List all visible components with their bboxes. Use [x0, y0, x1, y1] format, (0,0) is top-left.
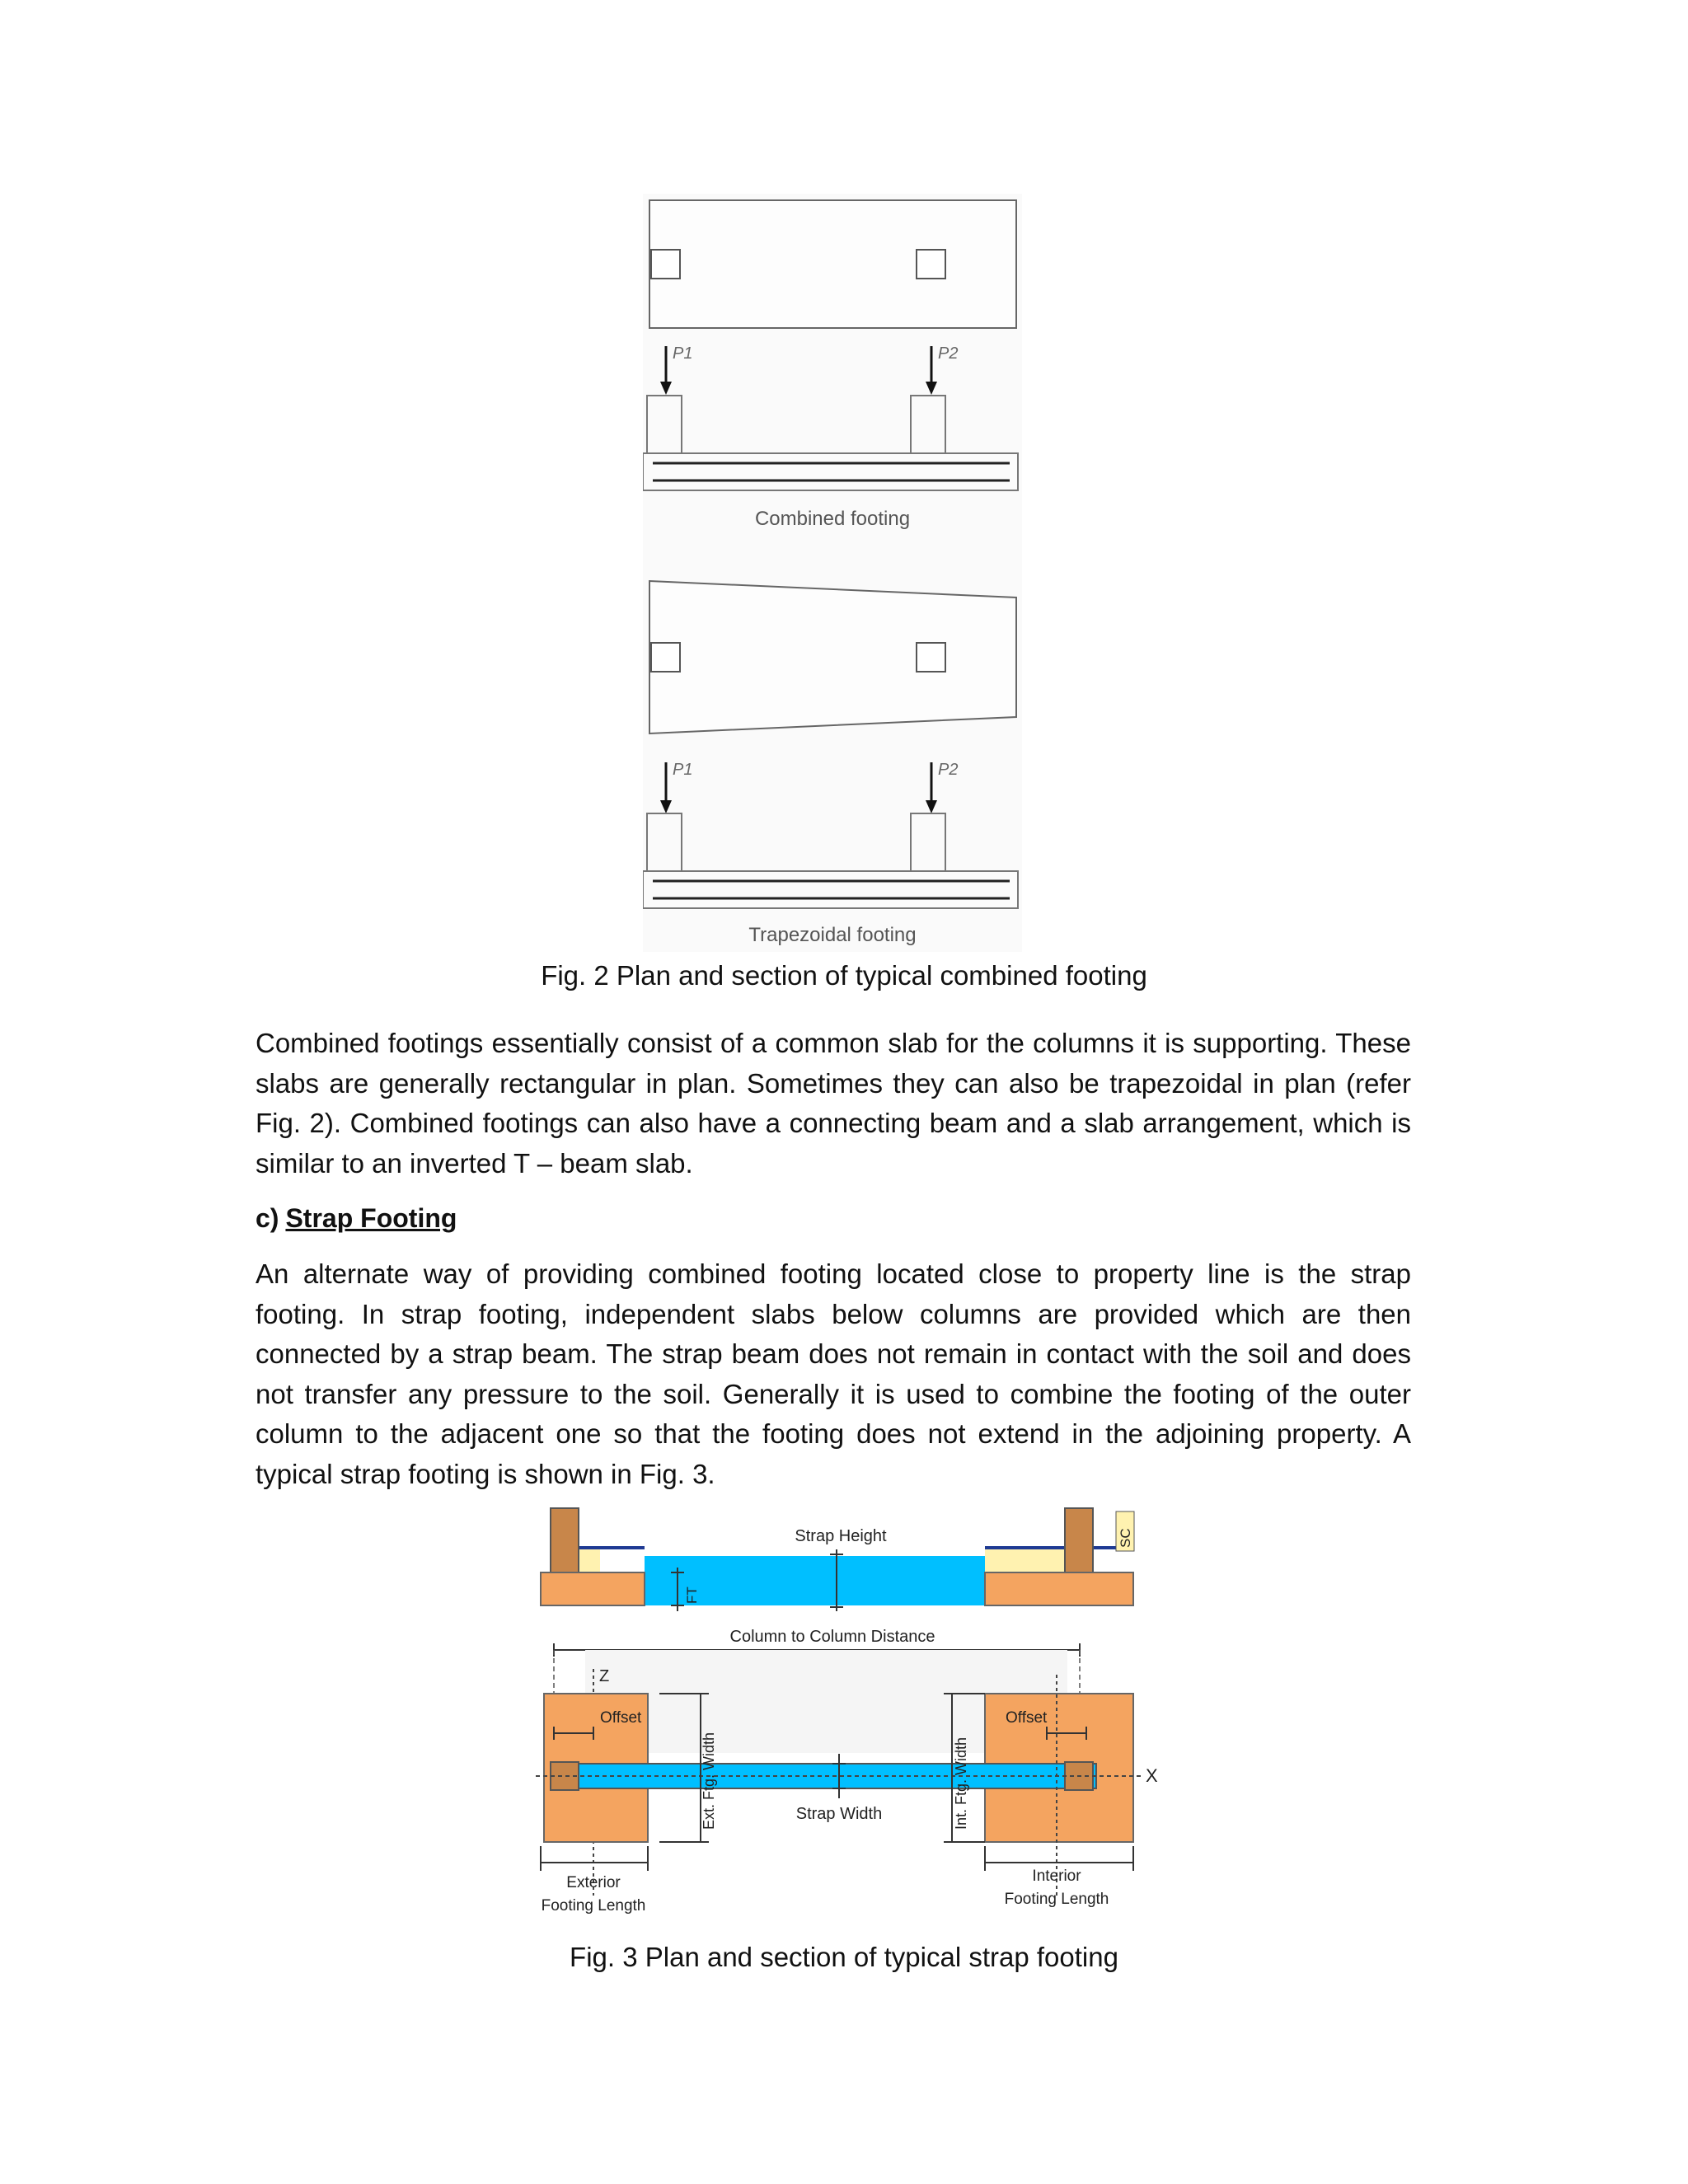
paragraph-combined-footings: Combined footings essentially consist of a common slab for the columns it is supporting. These slabs are generally rectangular in plan. Sometimes they can also be trapezoidal in plan (refer Fig. 2). Combined footings can also have a connecting beam and a slab arrangement, which is similar to an inverted T – beam slab. [256, 1028, 1411, 1179]
offset-right-label: Offset [1006, 1709, 1048, 1727]
interior-footing-length-label: Footing Length [1004, 1891, 1109, 1908]
paragraph-strap-footing: An alternate way of providing combined footing located close to property line is the strap footing. In strap footing, independent slabs below columns are provided which are then connected by a strap beam. The strap beam does not remain in contact with the soil and does not transfer any pressure to the soil. Generally it is used to combine the footing of the outer column to the adjacent one so that the footing does not extend in the adjoining property. A typical strap footing is shown in Fig. 3. [256, 1258, 1411, 1489]
z-axis-label: Z [599, 1667, 610, 1685]
load-label-right-1: P2 [938, 344, 959, 363]
interior-column-section [1065, 1508, 1093, 1572]
int-footing-width-label: Int. Ftg. Width [953, 1736, 969, 1830]
exterior-column-section [551, 1508, 579, 1572]
exterior-label: Exterior [566, 1874, 621, 1891]
exterior-footing-length-label: Footing Length [541, 1897, 646, 1915]
column-distance-label: Column to Column Distance [729, 1628, 935, 1646]
section-heading-title: Strap Footing [285, 1203, 457, 1233]
section-heading-strap-footing [256, 1203, 457, 1234]
offset-left-label: Offset [600, 1709, 642, 1727]
figure-2-caption: Fig. 2 Plan and section of typical combined footing [541, 960, 1147, 991]
ft-label: FT [684, 1586, 700, 1604]
column-right-plan [917, 250, 945, 279]
trapezoidal-footing-plan [649, 581, 1016, 733]
figure-3-caption: Fig. 3 Plan and section of typical strap footing [570, 1942, 1118, 1972]
interior-label: Interior [1032, 1868, 1081, 1885]
column-left-plan-2 [651, 643, 680, 672]
exterior-footing-section [541, 1572, 645, 1605]
load-label-left-2: P1 [673, 761, 693, 779]
figure-3-drawing [536, 1500, 1162, 1937]
ext-footing-width-label: Ext. Ftg. Width [701, 1732, 717, 1830]
load-label-left-1: P1 [673, 344, 693, 363]
x-axis-label: X [1146, 1765, 1158, 1786]
trapezoidal-footing-label: Trapezoidal footing [748, 924, 917, 946]
strap-height-label: Strap Height [795, 1527, 887, 1545]
interior-footing-section [985, 1572, 1133, 1605]
sc-label: SC [1118, 1528, 1133, 1548]
figure-3-strap-footing [536, 1500, 1162, 1937]
strap-width-label: Strap Width [795, 1805, 883, 1823]
figure-2-drawing [643, 194, 1022, 952]
column-right-plan-2 [917, 643, 945, 672]
combined-footing-label: Combined footing [754, 508, 911, 530]
load-label-right-2: P2 [938, 761, 959, 779]
slab-section-2 [643, 871, 1018, 908]
section-heading-prefix: c) [256, 1203, 279, 1233]
slab-section-1 [643, 453, 1018, 490]
rect-footing-plan [649, 200, 1016, 328]
figure-2-combined-footing [643, 194, 1022, 952]
column-left-plan [651, 250, 680, 279]
